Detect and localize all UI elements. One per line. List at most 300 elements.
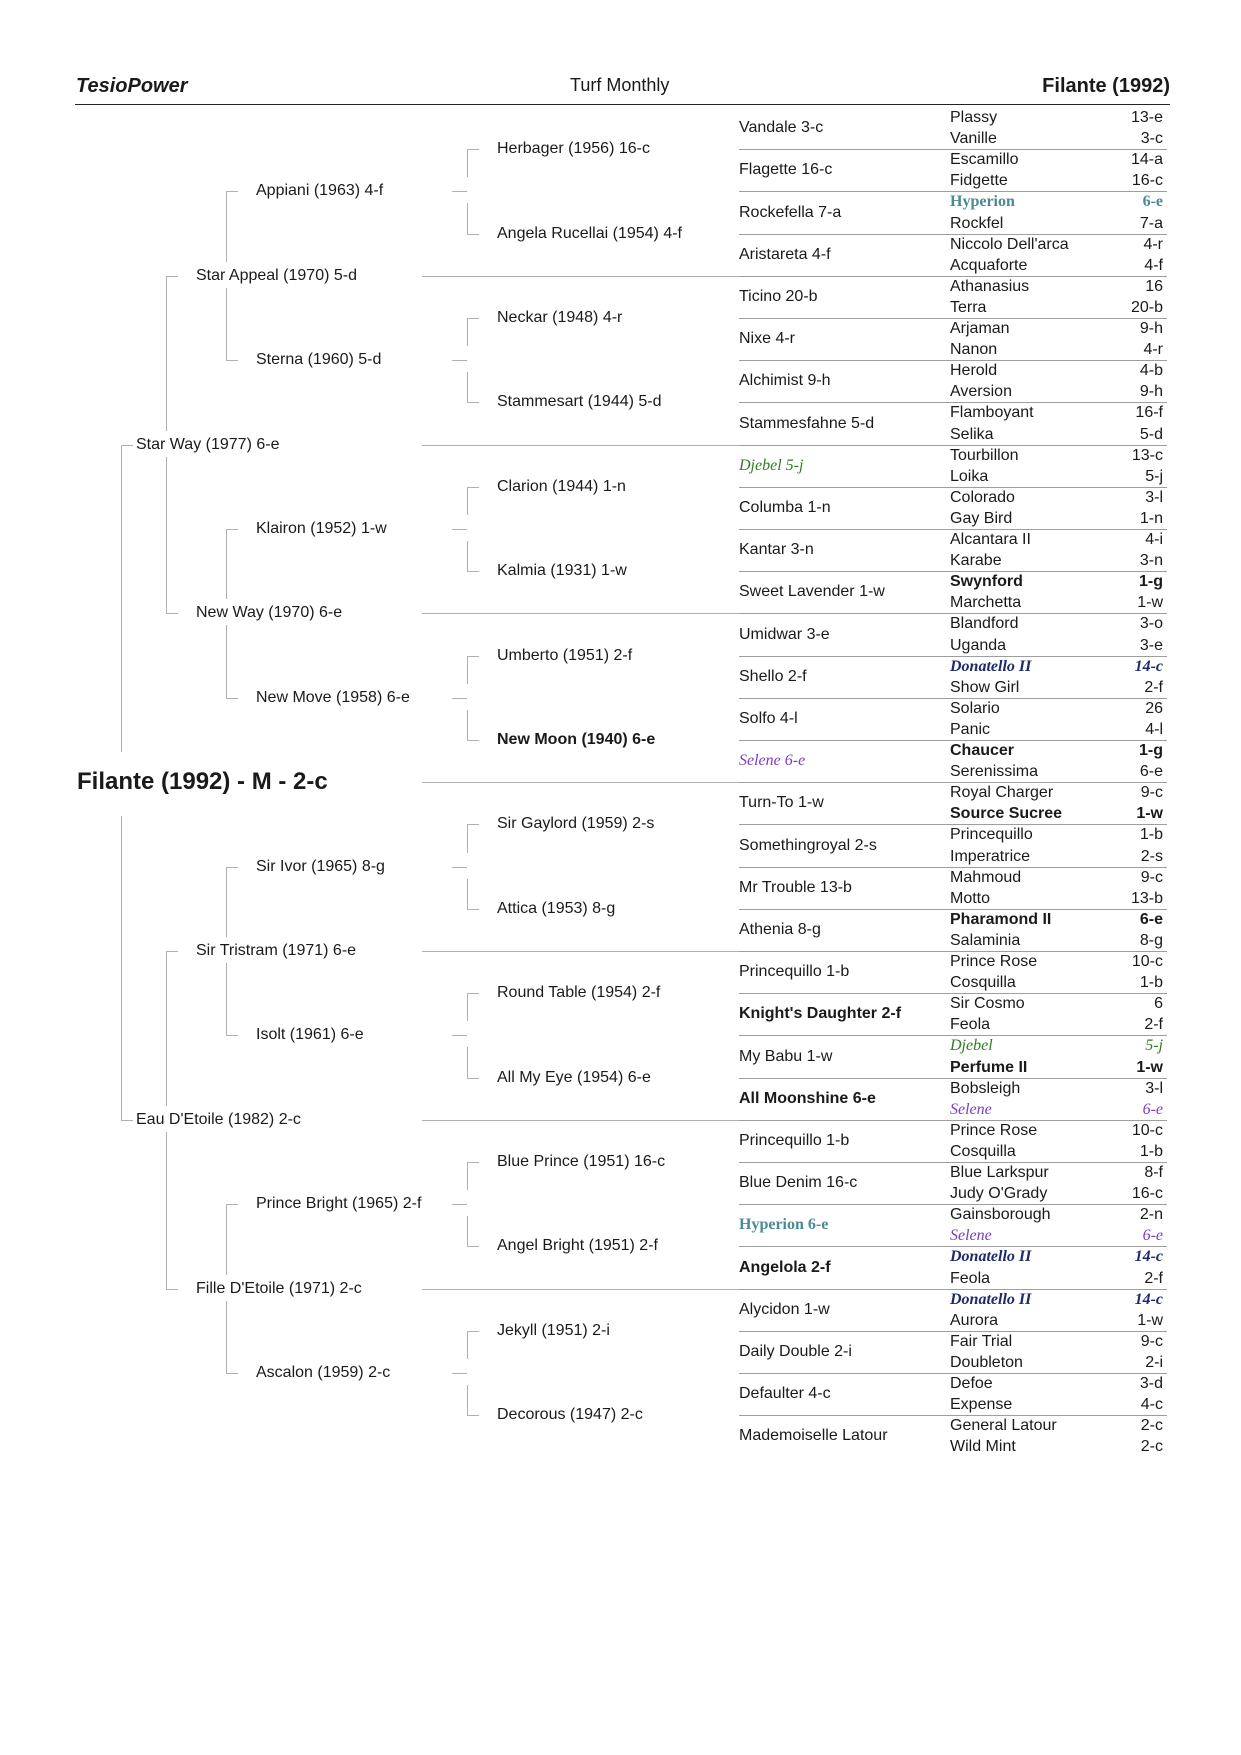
connector-spine <box>467 1162 468 1190</box>
connector-arm <box>121 1120 133 1121</box>
gen6-name: Doubleton <box>950 1353 1023 1371</box>
gen6-name: Solario <box>950 699 1000 717</box>
gen6-name: General Latour <box>950 1417 1057 1435</box>
subject-horse: Filante (1992) - M - 2-c <box>77 768 328 796</box>
gen3-ancestor: Ascalon (1959) 2-c <box>256 1364 391 1381</box>
connector-arm <box>467 318 479 319</box>
gen6-ancestor-row <box>950 635 1167 656</box>
row-divider <box>950 360 1167 361</box>
gen6-family-tag: 4-c <box>1140 1396 1163 1414</box>
gen6-name: Prince Rose <box>950 1121 1038 1139</box>
gen5-ancestor: Mademoiselle Latour <box>739 1427 888 1445</box>
row-divider <box>739 571 950 572</box>
gen6-ancestor-row <box>950 761 1167 782</box>
gen6-family-tag: 10-c <box>1131 953 1163 970</box>
gen2-ancestor: Star Appeal (1970) 5-d <box>196 266 357 284</box>
connector-spine <box>226 529 227 599</box>
gen6-family-tag: 3-d <box>1139 1375 1163 1392</box>
connector-arm <box>166 951 178 952</box>
gen6-ancestor-row <box>950 677 1167 698</box>
gen6-name: Aurora <box>950 1311 999 1329</box>
gen6-family-tag: 9-c <box>1140 1332 1163 1350</box>
connector-spine <box>467 1047 468 1077</box>
gen6-family-tag: 1-w <box>1136 805 1163 823</box>
gen6-family-tag: 2-f <box>1144 1016 1163 1034</box>
gen6-name: Mahmoud <box>950 868 1022 886</box>
gen5-ancestor: All Moonshine 6-e <box>739 1089 876 1107</box>
gen4-ancestor: Sir Gaylord (1959) 2-s <box>497 815 655 833</box>
row-divider <box>739 1289 950 1290</box>
row-divider <box>950 234 1167 235</box>
gen6-name: Fidgette <box>950 172 1008 190</box>
connector-spine <box>226 191 227 261</box>
gen6-family-tag: 4-l <box>1145 720 1163 738</box>
gen3-ancestor: Sir Ivor (1965) 8-g <box>256 857 385 875</box>
gen6-ancestor-row <box>950 318 1167 339</box>
gen4-ancestor: Blue Prince (1951) 16-c <box>497 1153 666 1170</box>
gen6-ancestor-row <box>950 170 1167 191</box>
connector-arm <box>226 191 238 192</box>
gen6-family-tag: 6-e <box>1142 1227 1163 1245</box>
gen6-family-tag: 1-b <box>1139 826 1163 844</box>
gen6-ancestor-row <box>950 1436 1167 1457</box>
gen6-family-tag: 5-d <box>1139 425 1163 443</box>
connector-arm <box>467 740 479 741</box>
gen4-ancestor: Attica (1953) 8-g <box>497 899 616 917</box>
section-rule <box>422 951 742 952</box>
connector-spine <box>467 993 468 1021</box>
gen6-name: Fair Trial <box>950 1332 1013 1350</box>
row-divider <box>739 1415 950 1416</box>
gen6-family-tag: 5-j <box>1145 1037 1163 1055</box>
gen5-ancestor: Somethingroyal 2-s <box>739 836 877 854</box>
row-divider <box>739 1246 950 1247</box>
connector-stub <box>452 360 467 361</box>
gen6-family-tag: 14-c <box>1134 657 1163 675</box>
gen3-ancestor: Sterna (1960) 5-d <box>256 351 382 369</box>
gen6-name: Vanille <box>950 130 997 148</box>
row-divider <box>950 445 1167 446</box>
gen6-ancestor-row <box>950 1057 1167 1078</box>
gen6-name: Swynford <box>950 573 1023 591</box>
gen6-family-tag: 1-b <box>1139 974 1163 992</box>
gen1-ancestor: Eau D'Etoile (1982) 2-c <box>136 1110 301 1128</box>
horse-title: Filante (1992) <box>1042 75 1170 97</box>
gen6-family-tag: 9-c <box>1140 868 1163 886</box>
row-divider <box>739 529 950 530</box>
gen6-ancestor-row <box>950 1289 1167 1310</box>
connector-spine <box>467 656 468 684</box>
gen4-ancestor: Clarion (1944) 1-n <box>497 477 626 495</box>
gen5-ancestor: Alchimist 9-h <box>739 372 831 390</box>
gen6-family-tag: 9-h <box>1139 320 1163 337</box>
gen4-ancestor: Angel Bright (1951) 2-f <box>497 1237 658 1255</box>
connector-arm <box>467 234 479 235</box>
row-divider <box>739 360 950 361</box>
gen6-ancestor-row <box>950 1352 1167 1373</box>
gen6-name: Prince Rose <box>950 953 1038 970</box>
row-divider <box>739 191 950 192</box>
connector-spine <box>121 445 122 753</box>
row-divider <box>950 613 1167 614</box>
gen6-family-tag: 10-c <box>1131 1121 1163 1139</box>
row-divider <box>950 487 1167 488</box>
row-divider <box>950 571 1167 572</box>
connector-spine <box>166 951 167 1106</box>
connector-arm <box>467 571 479 572</box>
connector-arm <box>467 1415 479 1416</box>
gen6-ancestor-row <box>950 1099 1167 1120</box>
gen6-family-tag: 13-b <box>1130 889 1163 907</box>
connector-arm <box>166 1289 178 1290</box>
gen6-name: Nanon <box>950 341 998 359</box>
gen6-name: Terra <box>950 298 987 316</box>
gen5-ancestor: Turn-To 1-w <box>739 794 824 812</box>
gen6-name: Loika <box>950 467 989 485</box>
gen6-ancestor-row <box>950 255 1167 276</box>
row-divider <box>739 698 950 699</box>
connector-arm <box>226 360 238 361</box>
connector-spine <box>467 318 468 346</box>
gen6-name: Chaucer <box>950 742 1015 759</box>
gen2-ancestor: New Way (1970) 6-e <box>196 604 343 622</box>
row-divider <box>739 613 950 614</box>
row-divider <box>950 1289 1167 1290</box>
gen5-ancestor: Knight's Daughter 2-f <box>739 1005 902 1023</box>
connector-stub <box>452 529 467 530</box>
connector-spine <box>467 1331 468 1359</box>
gen6-ancestor-row <box>950 1225 1167 1246</box>
gen6-ancestor-row <box>950 613 1167 634</box>
gen6-family-tag: 3-c <box>1140 130 1163 148</box>
gen6-name: Defoe <box>950 1375 993 1392</box>
gen6-name: Princequillo <box>950 826 1033 844</box>
gen6-ancestor-row <box>950 698 1167 719</box>
gen6-ancestor-row <box>950 972 1167 993</box>
gen6-ancestor-row <box>950 339 1167 360</box>
row-divider <box>739 402 950 403</box>
connector-arm <box>467 1331 479 1332</box>
gen6-family-tag: 16 <box>1145 277 1163 295</box>
row-divider <box>950 191 1167 192</box>
connector-spine <box>467 710 468 740</box>
gen6-ancestor-row <box>950 993 1167 1014</box>
gen6-ancestor-row <box>950 740 1167 761</box>
connector-arm <box>166 276 178 277</box>
connector-spine <box>467 1385 468 1415</box>
connector-arm <box>226 1204 238 1205</box>
connector-stub <box>452 867 467 868</box>
row-divider <box>739 445 950 446</box>
gen6-name: Feola <box>950 1269 991 1287</box>
gen6-family-tag: 2-c <box>1140 1417 1163 1435</box>
row-divider <box>950 993 1167 994</box>
header-rule <box>75 104 1170 105</box>
gen6-ancestor-row <box>950 297 1167 318</box>
gen6-family-tag: 4-r <box>1143 235 1163 253</box>
connector-spine <box>467 824 468 852</box>
gen6-name: Donatello II <box>950 1248 1032 1266</box>
row-divider <box>739 909 950 910</box>
row-divider <box>739 276 950 277</box>
gen6-family-tag: 14-c <box>1134 1248 1163 1266</box>
gen6-family-tag: 13-e <box>1130 109 1163 126</box>
gen5-ancestor: Solfo 4-l <box>739 709 798 727</box>
gen6-family-tag: 16-f <box>1135 404 1163 422</box>
gen6-ancestor-row <box>950 445 1167 466</box>
gen6-name: Escamillo <box>950 151 1019 169</box>
gen5-ancestor: Mr Trouble 13-b <box>739 878 852 896</box>
gen4-ancestor: New Moon (1940) 6-e <box>497 731 656 748</box>
gen4-ancestor: Umberto (1951) 2-f <box>497 646 633 664</box>
gen6-family-tag: 6-e <box>1142 193 1163 211</box>
gen6-name: Donatello II <box>950 657 1032 675</box>
section-rule <box>422 1120 742 1121</box>
section-rule <box>422 613 742 614</box>
gen6-ancestor-row <box>950 1183 1167 1204</box>
row-divider <box>739 824 950 825</box>
gen6-name: Djebel <box>950 1037 993 1055</box>
gen5-ancestor: Flagette 16-c <box>739 161 833 179</box>
gen6-name: Tourbillon <box>950 446 1019 464</box>
row-divider <box>739 951 950 952</box>
gen3-ancestor: Appiani (1963) 4-f <box>256 182 384 200</box>
gen6-family-tag: 8-g <box>1139 931 1163 949</box>
gen4-ancestor: Stammesart (1944) 5-d <box>497 393 662 411</box>
gen6-name: Selika <box>950 425 994 443</box>
row-divider <box>950 740 1167 741</box>
gen6-name: Imperatrice <box>950 847 1031 865</box>
gen6-ancestor-row <box>950 1078 1167 1099</box>
gen6-name: Donatello II <box>950 1290 1032 1308</box>
gen6-family-tag: 6-e <box>1142 1100 1163 1118</box>
row-divider <box>950 1162 1167 1163</box>
gen6-ancestor-row <box>950 1268 1167 1289</box>
connector-spine <box>467 879 468 909</box>
connector-arm <box>467 1246 479 1247</box>
connector-spine <box>226 963 227 1035</box>
row-divider <box>739 234 950 235</box>
connector-stub <box>452 1035 467 1036</box>
gen6-name: Hyperion <box>950 193 1015 211</box>
connector-spine <box>226 1301 227 1373</box>
gen6-name: Gainsborough <box>950 1206 1051 1224</box>
gen6-ancestor-row <box>950 1014 1167 1035</box>
gen6-ancestor-row <box>950 1035 1167 1056</box>
gen6-name: Rockfel <box>950 214 1004 232</box>
connector-arm <box>467 149 479 150</box>
connector-arm <box>226 867 238 868</box>
row-divider <box>950 698 1167 699</box>
row-divider <box>950 1078 1167 1079</box>
row-divider <box>950 867 1167 868</box>
gen6-ancestor-row <box>950 867 1167 888</box>
gen4-ancestor: Round Table (1954) 2-f <box>497 984 661 1002</box>
gen6-ancestor-row <box>950 128 1167 149</box>
row-divider <box>950 1204 1167 1205</box>
gen6-name: Expense <box>950 1396 1013 1414</box>
row-divider <box>739 1331 950 1332</box>
gen6-ancestor-row <box>950 1373 1167 1394</box>
connector-arm <box>467 993 479 994</box>
gen4-ancestor: Jekyll (1951) 2-i <box>497 1321 610 1339</box>
gen6-ancestor-row <box>950 782 1167 803</box>
connector-spine <box>166 276 167 431</box>
gen6-name: Salaminia <box>950 931 1021 949</box>
row-divider <box>950 951 1167 952</box>
gen6-ancestor-row <box>950 846 1167 867</box>
gen6-ancestor-row <box>950 508 1167 529</box>
connector-arm <box>226 529 238 530</box>
gen6-family-tag: 9-h <box>1139 383 1163 401</box>
gen4-ancestor: All My Eye (1954) 6-e <box>497 1068 651 1086</box>
gen6-ancestor-row <box>950 466 1167 487</box>
gen6-family-tag: 2-f <box>1144 678 1163 696</box>
gen6-name: Pharamond II <box>950 910 1052 928</box>
connector-spine <box>467 149 468 177</box>
gen6-ancestor-row <box>950 1141 1167 1162</box>
gen6-family-tag: 1-w <box>1137 1311 1163 1329</box>
gen6-name: Gay Bird <box>950 509 1013 527</box>
gen6-name: Athanasius <box>950 277 1030 295</box>
gen5-ancestor: Daily Double 2-i <box>739 1342 852 1360</box>
gen4-ancestor: Herbager (1956) 16-c <box>497 140 650 158</box>
gen6-name: Show Girl <box>950 678 1020 696</box>
gen3-ancestor: Isolt (1961) 6-e <box>256 1026 364 1044</box>
row-divider <box>739 782 950 783</box>
row-divider <box>739 1204 950 1205</box>
gen6-name: Niccolo Dell'arca <box>950 235 1069 253</box>
gen6-family-tag: 3-n <box>1139 552 1163 570</box>
gen5-ancestor: Athenia 8-g <box>739 920 821 938</box>
gen6-name: Plassy <box>950 109 998 126</box>
gen2-ancestor: Sir Tristram (1971) 6-e <box>196 942 357 959</box>
connector-spine <box>226 867 227 937</box>
gen6-family-tag: 2-f <box>1144 1269 1163 1287</box>
connector-spine <box>467 541 468 571</box>
gen6-family-tag: 6 <box>1154 995 1163 1013</box>
gen6-name: Sir Cosmo <box>950 995 1025 1013</box>
section-rule <box>422 276 742 277</box>
gen5-ancestor: Selene 6-e <box>739 752 806 770</box>
gen6-family-tag: 1-w <box>1137 594 1163 612</box>
gen6-name: Colorado <box>950 488 1015 506</box>
gen6-ancestor-row <box>950 1204 1167 1225</box>
gen6-family-tag: 9-c <box>1140 784 1163 802</box>
row-divider <box>739 993 950 994</box>
row-divider <box>950 656 1167 657</box>
section-rule <box>422 445 742 446</box>
gen4-ancestor: Decorous (1947) 2-c <box>497 1406 643 1424</box>
gen4-ancestor: Kalmia (1931) 1-w <box>497 562 627 580</box>
connector-arm <box>226 698 238 699</box>
gen6-name: Blandford <box>950 615 1019 633</box>
gen6-ancestor-row <box>950 803 1167 824</box>
gen6-ancestor-row <box>950 1162 1167 1183</box>
row-divider <box>950 1331 1167 1332</box>
row-divider <box>950 149 1167 150</box>
row-divider <box>950 909 1167 910</box>
gen6-name: Cosquilla <box>950 1142 1016 1160</box>
gen6-ancestor-row <box>950 234 1167 255</box>
gen5-ancestor: Stammesfahne 5-d <box>739 414 875 432</box>
gen6-name: Herold <box>950 362 998 380</box>
connector-arm <box>467 1162 479 1163</box>
gen6-name: Judy O'Grady <box>950 1185 1048 1203</box>
connector-stub <box>452 191 467 192</box>
gen5-ancestor: Hyperion 6-e <box>739 1216 829 1234</box>
gen1-ancestor: Star Way (1977) 6-e <box>136 435 280 453</box>
gen6-ancestor-row <box>950 191 1167 212</box>
connector-spine <box>467 1216 468 1246</box>
gen6-family-tag: 6-e <box>1139 763 1163 781</box>
gen5-ancestor: Alycidon 1-w <box>739 1300 830 1318</box>
gen3-ancestor: Prince Bright (1965) 2-f <box>256 1195 422 1213</box>
gen6-name: Wild Mint <box>950 1438 1016 1456</box>
row-divider <box>739 149 950 150</box>
row-divider <box>950 1246 1167 1247</box>
gen5-ancestor: Ticino 20-b <box>739 287 818 305</box>
gen6-ancestor-row <box>950 888 1167 909</box>
connector-arm <box>166 613 178 614</box>
section-rule <box>422 1289 742 1290</box>
gen6-ancestor-row <box>950 719 1167 740</box>
publication-title: Turf Monthly <box>570 75 670 95</box>
gen6-family-tag: 3-e <box>1139 636 1163 654</box>
gen6-name: Bobsleigh <box>950 1079 1021 1097</box>
connector-spine <box>166 1132 167 1289</box>
gen5-ancestor: Umidwar 3-e <box>739 625 830 643</box>
gen6-ancestor-row <box>950 1246 1167 1267</box>
gen6-ancestor-row <box>950 571 1167 592</box>
connector-spine <box>467 203 468 233</box>
gen6-name: Arjaman <box>950 320 1010 337</box>
gen6-family-tag: 1-n <box>1139 509 1163 527</box>
gen6-name: Motto <box>950 889 991 907</box>
gen5-ancestor: Djebel 5-j <box>739 456 804 474</box>
gen6-name: Acquaforte <box>950 256 1028 274</box>
row-divider <box>739 1373 950 1374</box>
gen5-ancestor: Rockefella 7-a <box>739 203 842 221</box>
gen6-family-tag: 14-a <box>1130 151 1163 169</box>
connector-spine <box>166 457 167 614</box>
gen6-ancestor-row <box>950 1310 1167 1331</box>
gen6-name: Marchetta <box>950 594 1022 612</box>
row-divider <box>739 740 950 741</box>
gen6-family-tag: 6-e <box>1139 910 1163 928</box>
connector-stub <box>452 1204 467 1205</box>
connector-arm <box>121 445 133 446</box>
gen6-name: Alcantara II <box>950 531 1031 548</box>
gen5-ancestor: Defaulter 4-c <box>739 1385 831 1403</box>
connector-arm <box>467 656 479 657</box>
gen6-family-tag: 3-l <box>1145 488 1163 506</box>
row-divider <box>950 318 1167 319</box>
gen6-ancestor-row <box>950 951 1167 972</box>
gen6-family-tag: 2-n <box>1139 1206 1163 1224</box>
connector-arm <box>226 1373 238 1374</box>
gen5-ancestor: My Babu 1-w <box>739 1047 833 1065</box>
gen6-family-tag: 1-w <box>1136 1058 1163 1076</box>
gen5-ancestor: Nixe 4-r <box>739 330 796 348</box>
row-divider <box>739 1162 950 1163</box>
connector-stub <box>452 1373 467 1374</box>
gen6-name: Serenissima <box>950 763 1039 781</box>
row-divider <box>950 1035 1167 1036</box>
gen6-family-tag: 2-s <box>1140 847 1163 865</box>
gen6-ancestor-row <box>950 909 1167 930</box>
gen6-ancestor-row <box>950 1415 1167 1436</box>
